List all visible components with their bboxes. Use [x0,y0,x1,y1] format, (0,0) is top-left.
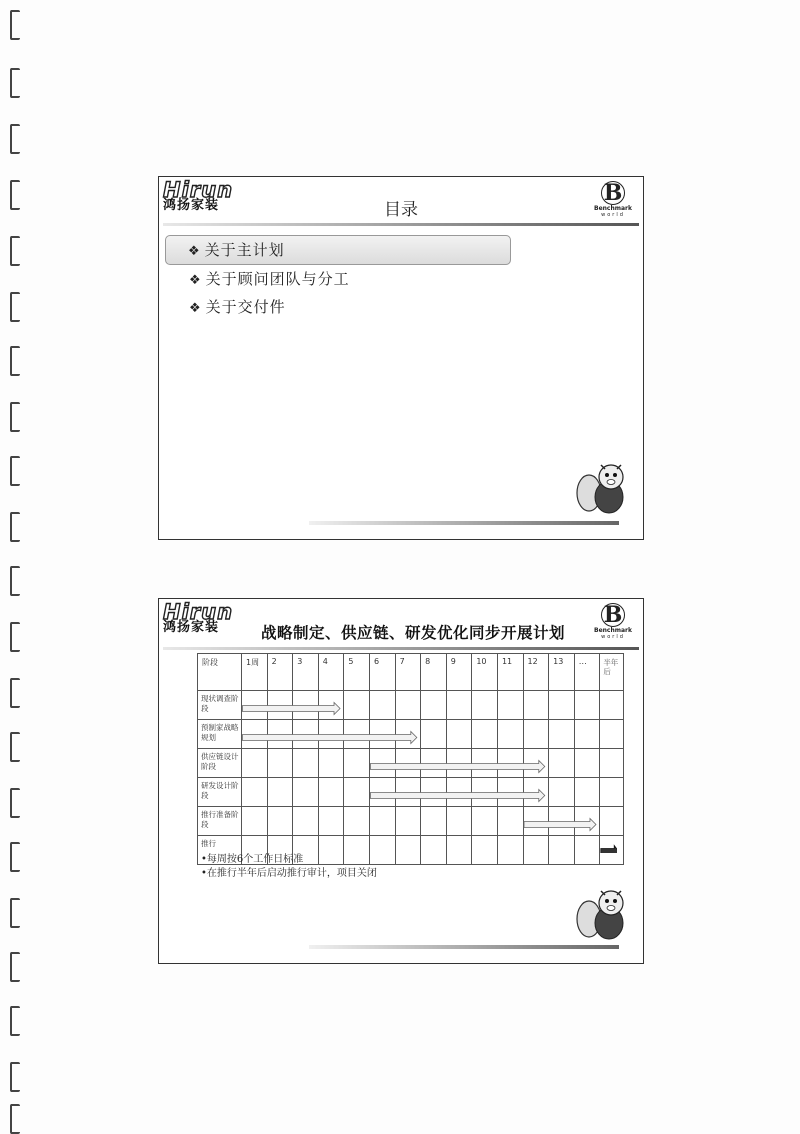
gantt-row [198,691,624,720]
toc-item-consulting-team [165,265,511,293]
gantt-cell [600,749,624,778]
gantt-cell [446,836,472,865]
binder-hole [10,512,20,542]
binder-hole [10,678,20,708]
gantt-cell [574,749,600,778]
benchmark-text: Benchmark [594,627,632,634]
benchmark-b-mark: B [601,181,625,205]
binder-hole [10,566,20,596]
gantt-cell [600,720,624,749]
squirrel-mascot-icon [575,885,629,945]
slide-title: 目录 [384,200,418,220]
gantt-cell [344,691,370,720]
gantt-cell [446,720,472,749]
gantt-cell [293,720,319,749]
logo-chinese: 鸿扬家装 [163,620,220,635]
gantt-cell [574,720,600,749]
gantt-col-week: 4 [318,654,344,691]
binder-holes [8,0,28,1130]
binder-hole [10,1062,20,1092]
gantt-cell [421,807,447,836]
gantt-cell [549,778,575,807]
gantt-cell [293,691,319,720]
header-divider [163,647,639,650]
diamond-bullet-icon: ❖ [188,244,201,259]
gantt-cell [446,749,472,778]
gantt-col-week: 2 [267,654,293,691]
gantt-cell [267,691,293,720]
gantt-col-week: 12 [523,654,549,691]
gantt-header-row [198,654,624,691]
gantt-cell [549,749,575,778]
gantt-cell [472,836,498,865]
binder-hole [10,456,20,486]
gantt-cell [574,691,600,720]
gantt-cell [600,836,624,865]
gantt-cell [267,749,293,778]
gantt-col-week: 5 [344,654,370,691]
gantt-cell [242,807,268,836]
gantt-cell [600,691,624,720]
gantt-cell [497,778,523,807]
gantt-header-phase: 阶段 [198,654,242,691]
binder-hole [10,1006,20,1036]
binder-hole [10,842,20,872]
gantt-cell [318,778,344,807]
binder-hole [10,68,20,98]
binder-hole [10,952,20,982]
gantt-cell [267,720,293,749]
squirrel-mascot-icon [575,459,629,519]
gantt-cell [344,807,370,836]
gantt-cell [446,778,472,807]
gantt-cell [318,749,344,778]
toc-item-label: 关于交付件 [205,298,286,316]
gantt-cell [421,691,447,720]
gantt-cell [395,749,421,778]
gantt-col-week: 10 [472,654,498,691]
header-divider [163,223,639,226]
diamond-bullet-icon: ❖ [189,301,202,316]
gantt-cell [574,778,600,807]
gantt-cell [523,807,549,836]
logo-chinese: 鸿扬家装 [163,198,220,213]
binder-hole [10,346,20,376]
gantt-cell [600,778,624,807]
binder-hole [10,788,20,818]
gantt-cell [549,691,575,720]
gantt-col-half-year: 半年后 [600,654,624,691]
toc-list [165,235,511,321]
gantt-cell [472,749,498,778]
gantt-cell [421,720,447,749]
gantt-cell [293,749,319,778]
gantt-col-week: 8 [421,654,447,691]
hirun-logo [163,600,235,635]
gantt-cell [344,749,370,778]
gantt-cell [369,749,395,778]
gantt-cell [369,778,395,807]
gantt-cell [497,749,523,778]
gantt-cell [242,778,268,807]
gantt-cell [369,691,395,720]
gantt-cell [497,720,523,749]
gantt-phase-label: 推行 [198,836,242,865]
gantt-cell [293,778,319,807]
benchmark-world-logo [593,603,633,640]
gantt-cell [421,749,447,778]
gantt-cell [395,836,421,865]
toc-item-label: 关于顾问团队与分工 [205,270,350,288]
note-item: •每周按6个工作日标准 [201,854,304,865]
gantt-cell [267,807,293,836]
gantt-cell [421,836,447,865]
gantt-col-week: 3 [293,654,319,691]
notes-list [201,853,377,881]
gantt-cell [421,778,447,807]
gantt-cell [549,720,575,749]
benchmark-text: Benchmark [594,205,632,212]
diamond-bullet-icon: ❖ [189,273,202,288]
gantt-phase-label: 研发设计阶段 [198,778,242,807]
toc-item-master-plan [165,235,511,265]
toc-item-deliverables [165,293,511,321]
gantt-cell [242,720,268,749]
gantt-cell [318,720,344,749]
gantt-col-week: 1周 [242,654,268,691]
gantt-cell [497,691,523,720]
slide-title: 战略制定、供应链、研发优化同步开展计划 [260,624,565,642]
binder-hole [10,402,20,432]
gantt-col-week: 7 [395,654,421,691]
gantt-cell [267,778,293,807]
gantt-cell [395,778,421,807]
gantt-cell [318,807,344,836]
gantt-col-week: 9 [446,654,472,691]
gantt-cell [472,778,498,807]
gantt-cell [369,720,395,749]
gantt-phase-label: 推行准备阶段 [198,807,242,836]
binder-hole [10,732,20,762]
binder-hole [10,622,20,652]
gantt-cell [523,720,549,749]
world-text: world [601,634,625,640]
gantt-cell [523,778,549,807]
world-text: world [601,212,625,218]
gantt-cell [574,807,600,836]
binder-hole [10,124,20,154]
gantt-cell [318,691,344,720]
gantt-cell [369,807,395,836]
note-item: •在推行半年后启动推行审计，项目关闭 [201,868,377,879]
gantt-cell [446,691,472,720]
gantt-cell [497,836,523,865]
logo-english: Hirun [163,600,234,624]
gantt-table [197,653,624,865]
gantt-cell [574,836,600,865]
gantt-cell [395,691,421,720]
logo-english: Hirun [163,178,234,202]
gantt-cell [523,836,549,865]
gantt-col-week: 13 [549,654,575,691]
slide-table-of-contents [158,176,644,540]
binder-hole [10,236,20,266]
gantt-cell [242,691,268,720]
gantt-row [198,807,624,836]
footer-divider [309,945,619,949]
gantt-cell [344,720,370,749]
gantt-col-ellipsis: … [574,654,600,691]
gantt-phase-label: 现状调查阶段 [198,691,242,720]
binder-hole [10,292,20,322]
gantt-phase-label: 供应链设计阶段 [198,749,242,778]
gantt-cell [293,807,319,836]
gantt-cell [242,749,268,778]
gantt-row [198,778,624,807]
gantt-cell [497,807,523,836]
gantt-cell [344,778,370,807]
gantt-cell [600,807,624,836]
gantt-cell [472,720,498,749]
footer-divider [309,521,619,525]
gantt-cell [549,807,575,836]
gantt-row [198,749,624,778]
gantt-cell [472,691,498,720]
gantt-col-week: 6 [369,654,395,691]
gantt-cell [472,807,498,836]
gantt-cell [446,807,472,836]
gantt-cell [395,720,421,749]
gantt-col-week: 11 [497,654,523,691]
toc-item-label: 关于主计划 [204,241,285,259]
gantt-cell [395,807,421,836]
gantt-phase-label: 预制家战略规划 [198,720,242,749]
benchmark-b-mark: B [601,603,625,627]
gantt-cell [523,749,549,778]
binder-hole [10,898,20,928]
binder-hole [10,180,20,210]
binder-hole [10,10,20,40]
gantt-row [198,720,624,749]
slide-gantt-plan [158,598,644,964]
gantt-cell [523,691,549,720]
gantt-cell [549,836,575,865]
